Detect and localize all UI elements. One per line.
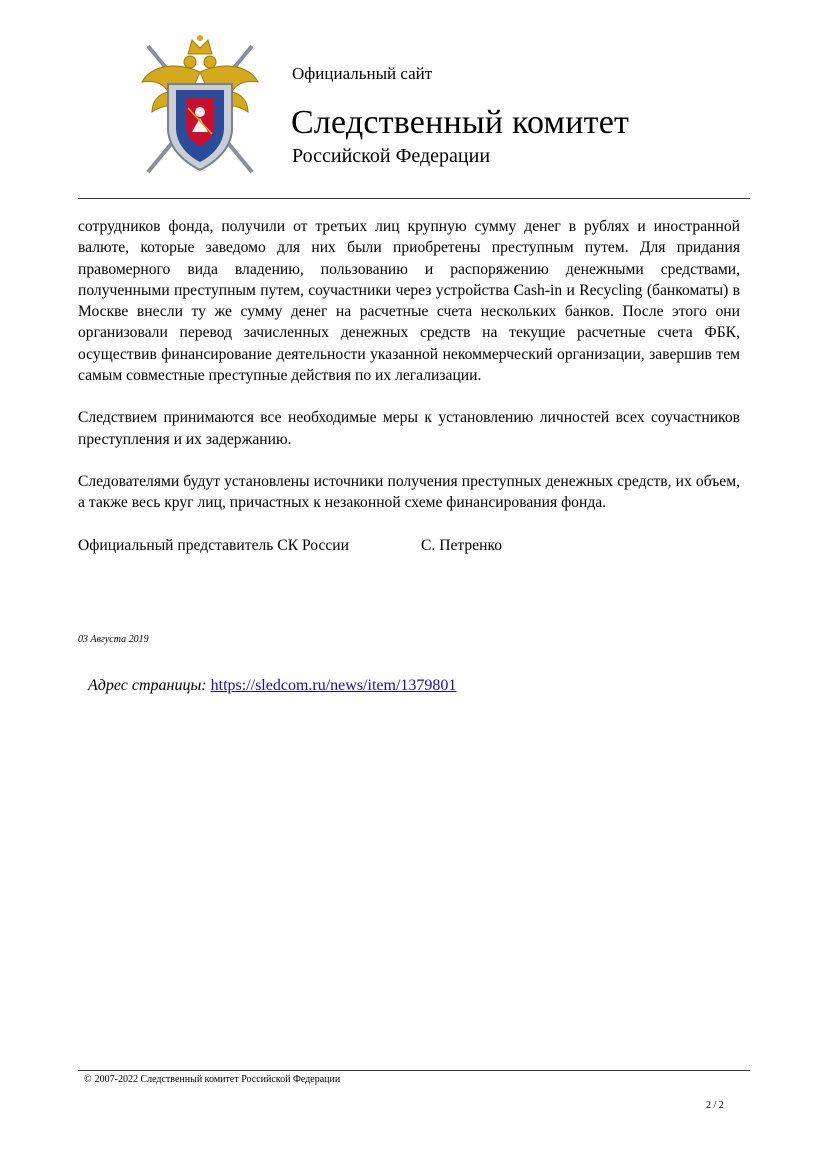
site-label: Официальный сайт bbox=[292, 64, 433, 83]
page-footer bbox=[78, 1070, 750, 1085]
signature bbox=[78, 535, 740, 556]
page-header bbox=[78, 30, 750, 199]
page-subtitle: Российской Федерации bbox=[292, 145, 491, 167]
page-number: 2 / 2 bbox=[706, 1100, 724, 1111]
article-body bbox=[78, 216, 740, 556]
signature-role: Официальный представитель СК России bbox=[78, 536, 349, 554]
page-title: Следственный комитет bbox=[291, 104, 630, 141]
page-address bbox=[88, 677, 456, 695]
copyright-text: 2007-2022 Следственный комитет Российской Федерации bbox=[94, 1074, 341, 1085]
publication-date: 03 Августа 2019 bbox=[78, 634, 149, 645]
copyright-symbol: © bbox=[84, 1074, 92, 1085]
paragraph: сотрудников фонда, получили от третьих лиц крупную сумму денег в рублях и иностранной валюте, которые заведомо для них были приобретены преступным путем. Для придания правомерного вида владению, пользованию и распоряжению денежными средствами, полученными преступным путем, соучастники через устройства Cash-in и Recycling (банкоматы) в Москве внесли ту же сумму денег на расчетные счета нескольких банков. После этого они организовали перевод зачисленных денежных средств на текущие расчетные счета ФБК, осуществив финансирование деятельности указанной некоммерческий организации, завершив тем самым совместные преступные действия по их легализации. bbox=[78, 218, 740, 385]
paragraph: Следствием принимаются все необходимые меры к установлению личностей всех соучастников преступления и их задержанию. bbox=[78, 409, 740, 448]
investigative-committee-emblem-icon bbox=[138, 32, 262, 178]
page-url-link[interactable]: https://sledcom.ru/news/item/1379801 bbox=[210, 677, 457, 694]
paragraph: Следователями будут установлены источники получения преступных денежных средств, их объем, а также весь круг лиц, причастных к незаконной схеме финансирования фонда. bbox=[78, 472, 740, 512]
signature-name: С. Петренко bbox=[421, 536, 503, 554]
address-label: Адрес страницы: bbox=[88, 677, 207, 694]
